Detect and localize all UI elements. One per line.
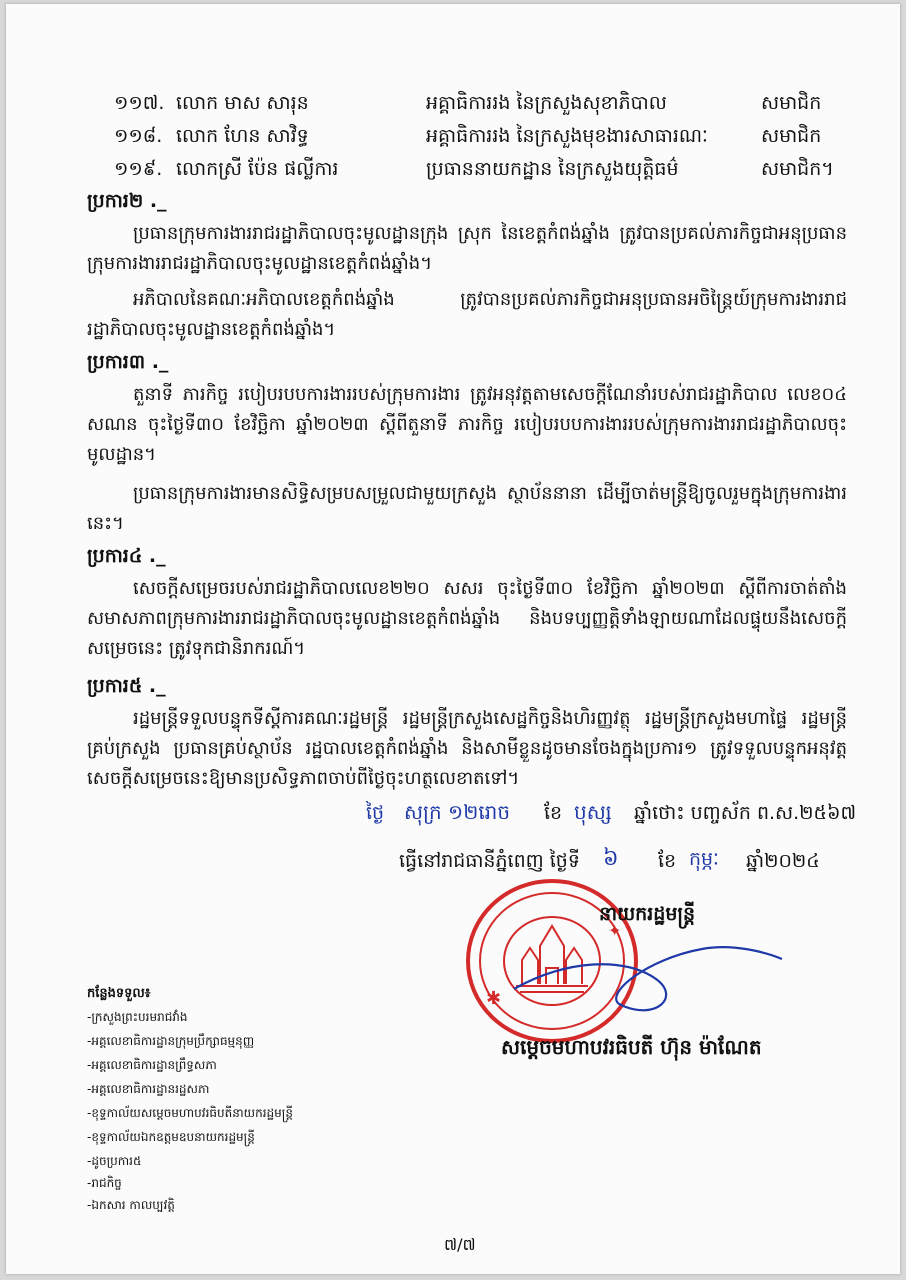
signature-name: សម្តេចមហាបវរធិបតី ហ៊ុន ម៉ាណែត	[501, 1035, 762, 1059]
cc-item: -ខុទ្ទកាល័យសម្តេចមហាបវរធិបតីនាយករដ្ឋមន្ត្រី	[87, 1106, 293, 1120]
document-page	[6, 4, 900, 1274]
article-paragraph: ប្រធានក្រុមការងាររាជរដ្ឋាភិបាលចុះមូលដ្ឋានក្រុង ស្រុក នៃខេត្តកំពង់ឆ្នាំង ត្រូវបានប្រគល់ភារកិច្ចជាអនុប្រធានក្រុមការងាររាជរដ្ឋាភិបាលចុះមូលដ្ឋានខេត្តកំពង់ឆ្នាំង។	[87, 223, 847, 274]
date-month-prefix: ខែ	[544, 802, 563, 824]
article-paragraph: រដ្ឋមន្ត្រីទទួលបន្ទុកទីស្តីការគណៈរដ្ឋមន្ត្រី រដ្ឋមន្ត្រីក្រសួងសេដ្ឋកិច្ចនិងហិរញ្ញវត្ថុ រដ្ឋមន្ត្រីក្រសួងមហាផ្ទៃ រដ្ឋមន្ត្រីគ្រប់ក្រសួង ប្រធានគ្រប់ស្ថាប័ន រដ្ឋបាលខេត្តកំពង់ឆ្នាំង និងសាមីខ្លួនដូចមានចែងក្នុងប្រការ១ ត្រូវទទួលបន្ទុកអនុវត្តសេចក្តីសម្រេចនេះឱ្យមានប្រសិទ្ធភាពចាប់ពីថ្ងៃចុះហត្ថលេខាតទៅ។	[87, 708, 847, 789]
page-number: ៧/៧	[444, 1235, 476, 1254]
date-month2-prefix: ខែ	[658, 850, 677, 872]
member-number: ១១៧.	[114, 92, 165, 114]
date-day-handwritten: ៦	[603, 846, 619, 871]
date-place-text: ធ្វើនៅរាជធានីភ្នំពេញ ថ្ងៃទី	[399, 850, 580, 872]
cc-item: -រាជកិច្ច	[87, 1176, 122, 1190]
member-name: លោក មាស សារុន	[176, 92, 309, 114]
member-role: សមាជិក។	[761, 158, 834, 180]
signature-title: នាយករដ្ឋមន្ត្រី	[599, 903, 696, 925]
article-paragraph: ប្រធានក្រុមការងារមានសិទ្ធិសម្របសម្រួលជាមួយក្រសួង ស្ថាប័ននានា ដើម្បីចាត់មន្ត្រីឱ្យចូលរួមក្នុងក្រុមការងារនេះ។	[87, 483, 847, 534]
article-heading: ប្រការ៣ ._	[87, 351, 169, 373]
article-paragraph: អភិបាលនៃគណៈអភិបាលខេត្តកំពង់ឆ្នាំង ត្រូវបានប្រគល់ភារកិច្ចជាអនុប្រធានអចិន្ត្រៃយ៍ក្រុមការងាររាជរដ្ឋាភិបាលចុះមូលដ្ឋានខេត្តកំពង់ឆ្នាំង។	[87, 289, 847, 340]
cc-item: -ដូចប្រការ៥	[87, 1154, 142, 1168]
signature-stroke-icon	[506, 919, 786, 1029]
article-heading: ប្រការ២ ._	[87, 190, 167, 212]
svg-text:✱: ✱	[486, 988, 502, 1009]
member-number: ១១៨.	[114, 125, 163, 147]
member-role: សមាជិក	[761, 92, 822, 114]
cc-item: -ក្រសួងព្រះបរមរាជវាំង	[87, 1010, 188, 1024]
cc-item: -អគ្គលេខាធិការដ្ឋានក្រុមប្រឹក្សាធម្មនុញ្ញ	[87, 1034, 255, 1048]
cc-title: កន្លែងទទួល៖	[87, 986, 151, 1001]
member-role: សមាជិក	[761, 125, 822, 147]
member-position: អគ្គាធិការរង នៃក្រសួងសុខាភិបាល	[426, 92, 667, 114]
member-position: ប្រធាននាយកដ្ឋាន នៃក្រសួងយុត្តិធម៌	[426, 158, 679, 180]
member-position: អគ្គាធិការរង នៃក្រសួងមុខងារសាធារណៈ	[426, 125, 708, 147]
date-month-handwritten: បុស្ស	[574, 800, 612, 824]
cc-item: -ឯកសារ កាលប្បវត្តិ	[87, 1198, 175, 1212]
cc-item: -អគ្គលេខាធិការដ្ឋានរដ្ឋសភា	[87, 1082, 210, 1096]
article-heading: ប្រការ៥ ._	[87, 675, 166, 697]
cc-item: -អគ្គលេខាធិការដ្ឋានព្រឹទ្ធសភា	[87, 1058, 217, 1072]
cc-item: -ខុទ្ទកាល័យឯកឧត្តមឧបនាយករដ្ឋមន្ត្រី	[87, 1130, 255, 1144]
article-paragraph: តួនាទី ភារកិច្ច របៀបរបបការងាររបស់ក្រុមការងារ ត្រូវអនុវត្តតាមសេចក្តីណែនាំរបស់រាជរដ្ឋាភិបាល លេខ០៤ សណន ចុះថ្ងៃទី៣០ ខែវិច្ឆិកា ឆ្នាំ២០២៣ ស្តីពីតួនាទី ភារកិច្ច របៀបរបបការងាររបស់ក្រុមការងាររាជរដ្ឋាភិបាលចុះមូលដ្ឋាន។	[87, 384, 847, 465]
date-year-text: ឆ្នាំថោះ បញ្ចស័ក ព.ស.២៥៦៧	[634, 802, 857, 824]
date-lunar-handwritten: សុក្រ ១២រោច	[404, 800, 511, 824]
date-year2-text: ឆ្នាំ២០២៤	[746, 850, 820, 872]
member-number: ១១៩.	[114, 158, 163, 180]
date-month2-handwritten: កុម្ភៈ	[689, 848, 719, 870]
member-name: លោកស្រី ប៉ែន ផល្លីការ	[176, 158, 339, 180]
date-lunar-prefix: ថ្ងៃ	[366, 802, 385, 824]
svg-text:✦: ✦	[608, 921, 622, 940]
member-name: លោក ហែន សាវិទ្ធ	[176, 125, 309, 147]
article-paragraph: សេចក្តីសម្រេចរបស់រាជរដ្ឋាភិបាលលេខ២២០ សសរ ចុះថ្ងៃទី៣០ ខែវិច្ឆិកា ឆ្នាំ២០២៣ ស្តីពីការចាត់តាំងសមាសភាពក្រុមការងាររាជរដ្ឋាភិបាលចុះមូលដ្ឋានខេត្តកំពង់ឆ្នាំង និងបទប្បញ្ញត្តិទាំងឡាយណាដែលផ្ទុយនឹងសេចក្តីសម្រេចនេះ ត្រូវទុកជានិរាករណ៍។	[87, 578, 847, 659]
article-heading: ប្រការ៤ ._	[87, 545, 166, 567]
